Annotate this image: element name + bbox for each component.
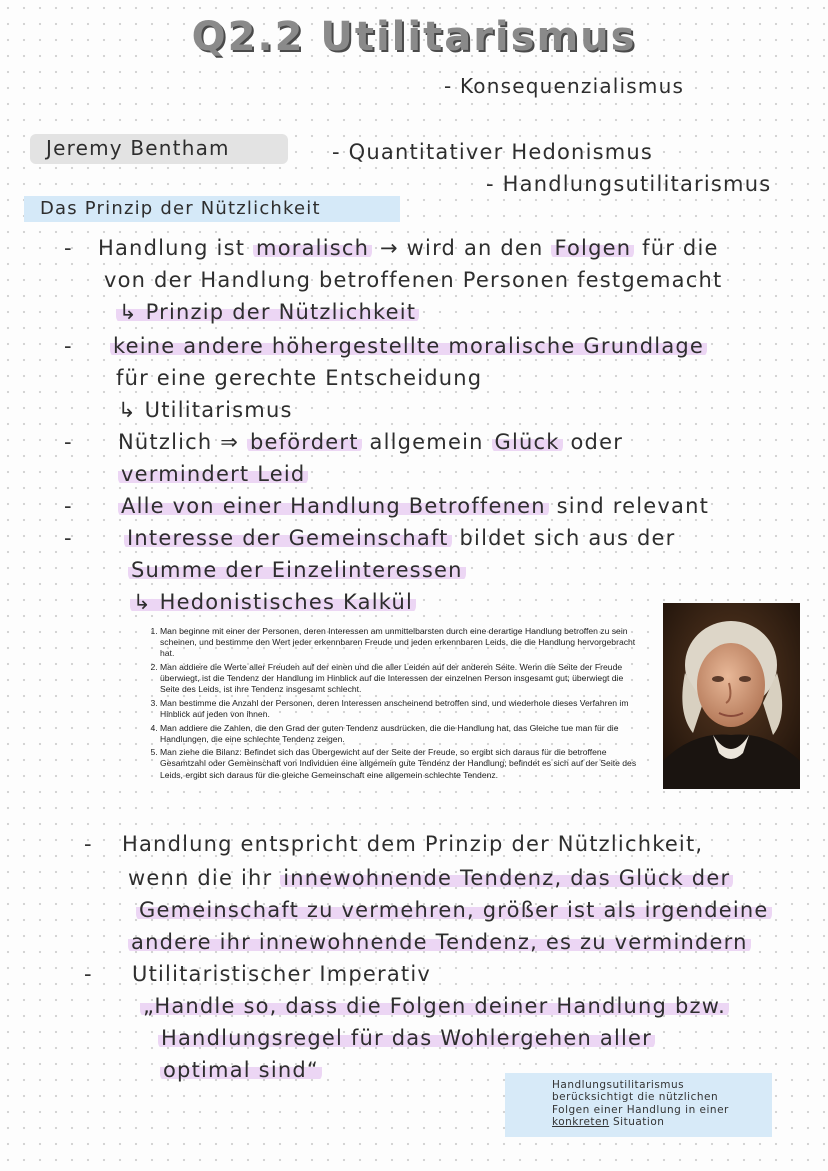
- list-item: 2. Man addiere die Werte aller Freuden auf der einen und die aller Leiden auf der anderen Seite. Wenn die Seite der Freude überwiegt, ist die Tendenz der Handlung im Hinblick auf die Interessen der einzelnen Person insgesamt gut; überwiegt die Seite des Leids, ist ihre Tendenz insgesamt schlecht.: [160, 662, 638, 695]
- note-line: [98, 236, 719, 260]
- act-utilitarianism-tag: - Handlungsutilitarismus: [486, 172, 772, 196]
- note-line: von der Handlung betroffenen Personen festgemacht: [104, 268, 723, 292]
- highlight: ↳ Hedonistisches Kalkül: [130, 590, 416, 614]
- highlight: Gemeinschaft zu vermehren, größer ist als irgendeine: [136, 898, 772, 922]
- highlight: befördert: [247, 430, 362, 454]
- note-line: [136, 898, 772, 922]
- hedonic-calculus-list: [142, 626, 638, 783]
- bullet-dash: -: [64, 494, 72, 518]
- note-line: [158, 1026, 655, 1050]
- side-note-line: Folgen einer Handlung in einer: [552, 1103, 729, 1116]
- bullet-dash: -: [84, 962, 92, 986]
- note-line: [160, 1058, 322, 1082]
- note-text: allgemein: [361, 430, 492, 454]
- list-item: 3. Man bestimme die Anzahl der Personen, deren Interessen anscheinend betroffen sind, und wiederhole dieses Verfahren im Hinblick auf jeden von ihnen.: [160, 698, 638, 720]
- page-title: Q2.2 Utilitarismus: [191, 14, 637, 60]
- highlight: Interesse der Gemeinschaft: [124, 526, 452, 550]
- bentham-label: Jeremy Bentham: [46, 136, 230, 160]
- note-text: oder: [562, 430, 624, 454]
- note-line: für eine gerechte Entscheidung: [116, 366, 483, 390]
- note-text: bildet sich aus der: [451, 526, 676, 550]
- highlight: moralisch: [253, 236, 372, 260]
- side-note-line: Handlungsutilitarismus: [552, 1079, 685, 1091]
- note-line: [128, 866, 733, 890]
- highlight: optimal sind“: [160, 1058, 322, 1082]
- quantitative-hedonism-tag: - Quantitativer Hedonismus: [332, 140, 654, 164]
- note-line: [128, 558, 466, 582]
- highlight: vermindert Leid: [118, 462, 308, 486]
- highlight: Folgen: [551, 236, 634, 260]
- side-note-text: Situation: [609, 1115, 665, 1128]
- note-line: [118, 430, 623, 454]
- note-line: [118, 494, 709, 518]
- note-text: sind relevant: [548, 494, 710, 518]
- underlined-word: konkreten: [552, 1115, 610, 1128]
- bullet-dash: -: [64, 236, 72, 260]
- highlight: innewohnende Tendenz, das Glück der: [280, 866, 733, 890]
- highlight: Alle von einer Handlung Betroffenen: [118, 494, 549, 518]
- note-line: Utilitaristischer Imperativ: [132, 962, 432, 986]
- highlight: Handlungsregel für das Wohlergehen aller: [158, 1026, 655, 1050]
- note-line: [118, 462, 308, 486]
- note-line: [128, 930, 751, 954]
- note-line: [110, 334, 707, 358]
- note-text: für die: [634, 236, 719, 260]
- note-text: Nützlich ⇒: [118, 430, 247, 454]
- note-line: [130, 590, 416, 614]
- highlight: ↳ Prinzip der Nützlichkeit: [116, 300, 419, 324]
- note-line: [124, 526, 675, 550]
- subtitle: - Konsequenzialismus: [444, 74, 685, 98]
- bullet-dash: -: [84, 832, 92, 856]
- side-note-line: berücksichtigt die nützlichen: [552, 1091, 719, 1104]
- bullet-dash: -: [64, 334, 72, 358]
- side-note: [552, 1079, 729, 1128]
- note-line: [116, 300, 419, 324]
- highlight: keine andere höhergestellte moralische Grundlage: [110, 334, 707, 358]
- highlight: Glück: [492, 430, 563, 454]
- note-line: [140, 994, 729, 1018]
- note-text: wenn die ihr: [128, 866, 281, 890]
- bentham-portrait: [663, 603, 800, 789]
- side-note-line: [552, 1116, 729, 1128]
- note-line: Handlung entspricht dem Prinzip der Nützlichkeit,: [122, 832, 704, 856]
- note-text: Handlung ist: [98, 236, 254, 260]
- list-item: 4. Man addiere die Zahlen, die den Grad der guten Tendenz ausdrücken, die die Handlung hat, das Gleiche tue man für die Handlungen, die eine schlechte Tendenz zeigen.: [160, 723, 638, 745]
- bullet-dash: -: [64, 430, 72, 454]
- section-heading: Das Prinzip der Nützlichkeit: [40, 198, 321, 219]
- highlight: Summe der Einzelinteressen: [128, 558, 466, 582]
- highlight: andere ihr innewohnende Tendenz, es zu vermindern: [128, 930, 751, 954]
- bullet-dash: -: [64, 526, 72, 550]
- highlight: „Handle so, dass die Folgen deiner Handlung bzw.: [140, 994, 729, 1018]
- list-item: 5. Man ziehe die Bilanz: Befindet sich das Übergewicht auf der Seite der Freude, so ergibt sich daraus für die betroffene Gesamtzahl oder Gemeinschaft von Individuen eine allgemein gute Tendenz der Handlung; befindet es sich auf der Seite des Leids, ergibt sich daraus für die gleiche Gemeinschaft eine allgemein schlechte Tendenz.: [160, 747, 638, 780]
- note-text: → wird an den: [372, 236, 552, 260]
- note-line: ↳ Utilitarismus: [118, 398, 293, 422]
- list-item: 1. Man beginne mit einer der Personen, deren Interessen am unmittelbarsten durch eine derartige Handlung betroffen zu sein scheinen, und bestimme den Wert jeder erkennbaren Freude und jeden erkennbaren Leids, die die Handlung hervorgebracht hat.: [160, 626, 638, 659]
